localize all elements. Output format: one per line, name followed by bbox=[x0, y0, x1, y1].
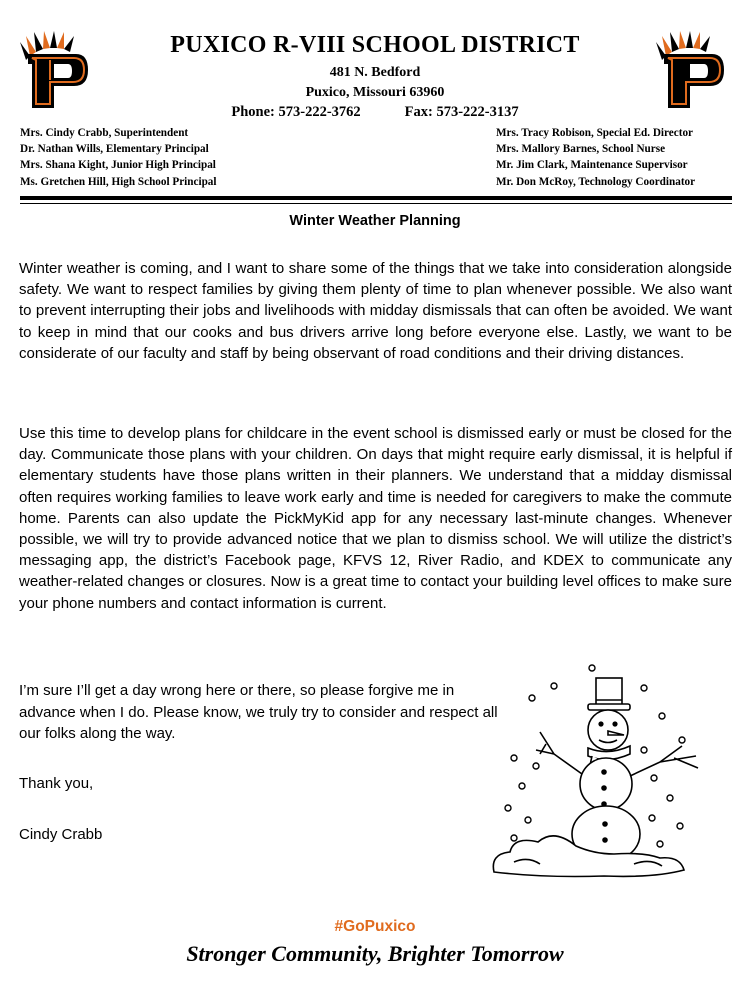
paragraph-2: Use this time to develop plans for childcare in the event school is dismissed early or must be closed for the day. Communicate those plans with your children. On days that might require early dismissal, it is helpful if elementary students have those plans written in their planners. We understand that a midday dismissal often requires working families to leave work early and time is needed for caregivers to make the commute home. Parents can also update the PickMyKid app for any necessary last-minute changes. Whenever possible, we will try to provide advanced notice that we plan to dismiss school. We will utilize the district’s messaging app, the district’s Facebook page, KFVS 12, River Radio, and KDEX to communicate any weather-related changes or closures. Now is a great time to contact your building level offices to make sure your phone numbers and contact information is current. bbox=[19, 425, 732, 612]
staff-entry: Mr. Don McRoy, Technology Coordinator bbox=[496, 175, 696, 188]
closing: Thank you, bbox=[19, 775, 94, 792]
staff-list-left bbox=[20, 125, 217, 190]
staff-entry: Mrs. Tracy Robison, Special Ed. Director bbox=[496, 127, 694, 139]
phone-number: Phone: 573-222-3762 bbox=[231, 104, 361, 120]
district-motto: Stronger Community, Brighter Tomorrow bbox=[186, 941, 564, 966]
hashtag: #GoPuxico bbox=[334, 918, 416, 935]
district-name: PUXICO R-VIII SCHOOL DISTRICT bbox=[170, 32, 580, 58]
paragraph-3: I’m sure I’ll get a day wrong here or there, so please forgive me in advance when I do. Please know, we truly try to consider and respect all our folks along the way. bbox=[19, 682, 498, 742]
signature: Cindy Crabb bbox=[19, 826, 103, 843]
staff-entry: Dr. Nathan Wills, Elementary Principal bbox=[20, 143, 209, 156]
address-street: 481 N. Bedford bbox=[329, 65, 421, 80]
header-divider-thin bbox=[20, 203, 732, 204]
contact-line bbox=[0, 104, 750, 121]
address-city: Puxico, Missouri 63960 bbox=[305, 85, 445, 100]
staff-entry: Mrs. Shana Kight, Junior High Principal bbox=[20, 159, 216, 172]
staff-entry: Ms. Gretchen Hill, High School Principal bbox=[20, 175, 217, 188]
snowman-illustration bbox=[484, 658, 704, 880]
header-divider-thick bbox=[20, 196, 732, 200]
staff-entry: Mr. Jim Clark, Maintenance Supervisor bbox=[496, 159, 688, 172]
staff-entry: Mrs. Mallory Barnes, School Nurse bbox=[496, 143, 666, 156]
staff-list-right bbox=[496, 125, 695, 190]
letter-title: Winter Weather Planning bbox=[289, 213, 461, 229]
staff-entry: Mrs. Cindy Crabb, Superintendent bbox=[20, 127, 189, 139]
paragraph-1: Winter weather is coming, and I want to share some of the things that we take into consideration alongside safety. We want to respect families by giving them plenty of time to plan whenever possible. We also want to prevent interrupting their jobs and livelihoods with midday dismissals that can often be avoided. We want to keep in mind that our cooks and bus drivers arrive long before everyone else. Lastly, we want to be considerate of our faculty and staff by being observant of road conditions and their driving distances. bbox=[19, 260, 732, 362]
fax-number: Fax: 573-222-3137 bbox=[404, 104, 519, 120]
